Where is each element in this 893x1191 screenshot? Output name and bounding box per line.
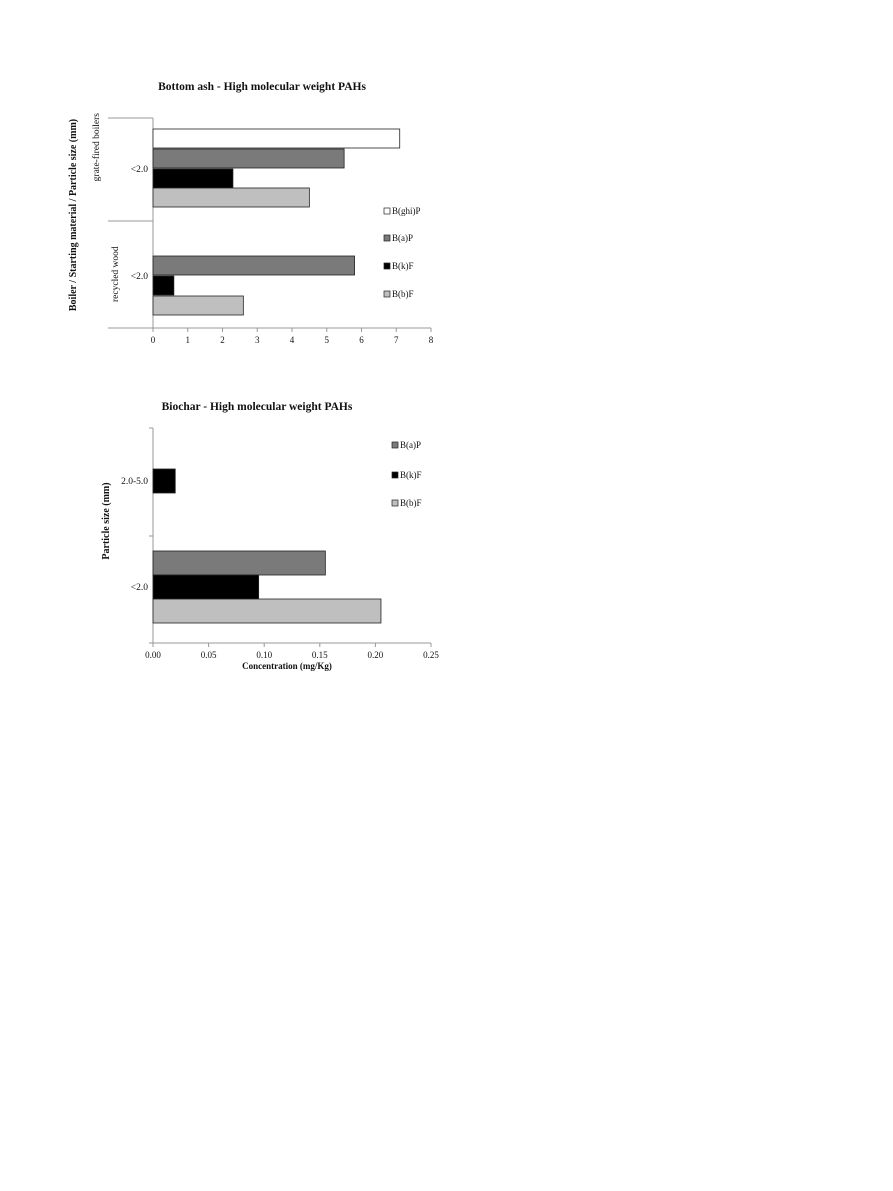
bar-bap: [153, 256, 355, 275]
bar-bbf: [153, 296, 243, 315]
legend-swatch: [392, 500, 398, 506]
x-tick-label: 3: [255, 335, 260, 345]
group-label: recycled wood: [111, 246, 121, 302]
chart-title: Bottom ash - High molecular weight PAHs: [158, 81, 366, 93]
x-tick-label: 1: [185, 335, 190, 345]
category-label: 2.0-5.0: [121, 477, 148, 487]
legend-swatch: [384, 291, 390, 297]
legend-label: B(k)F: [392, 261, 414, 271]
x-tick-label: 0.25: [423, 650, 439, 660]
x-tick-label: 0: [150, 335, 156, 345]
x-tick-label: 0.05: [200, 650, 217, 660]
group-label: grate-fired boilers: [92, 113, 102, 182]
bar-bghip: [153, 129, 400, 148]
x-tick-label: 0.15: [311, 650, 328, 660]
legend-label: B(a)P: [400, 440, 421, 450]
category-label: <2.0: [130, 272, 148, 282]
bar-bkf: [153, 276, 174, 295]
category-label: <2.0: [130, 165, 148, 175]
chart-title: Biochar - High molecular weight PAHs: [161, 401, 353, 413]
y-axis-label: Particle size (mm): [101, 482, 112, 560]
x-tick-label: 6: [359, 335, 364, 345]
x-tick-label: 0.20: [367, 650, 384, 660]
x-tick-label: 0.10: [256, 650, 273, 660]
bar-bkf: [153, 169, 233, 188]
x-tick-label: 4: [289, 335, 295, 345]
legend-label: B(b)F: [392, 289, 414, 299]
legend-swatch: [384, 208, 390, 214]
x-tick-label: 7: [394, 335, 399, 345]
x-tick-label: 0.00: [145, 650, 161, 660]
bar-bkf: [153, 469, 175, 493]
bar-bap: [153, 149, 344, 168]
legend-label: B(ghi)P: [392, 206, 421, 216]
bar-bap: [153, 551, 325, 575]
x-axis-label: Concentration (mg/Kg): [242, 661, 332, 671]
legend-swatch: [384, 235, 390, 241]
legend-swatch: [392, 442, 398, 448]
legend-swatch: [384, 263, 390, 269]
biochar-chart: [101, 401, 439, 671]
x-tick-label: 2: [220, 335, 225, 345]
legend-swatch: [392, 472, 398, 478]
legend-label: B(k)F: [400, 470, 422, 480]
x-tick-label: 5: [324, 335, 329, 345]
legend-label: B(a)P: [392, 233, 413, 243]
category-label: <2.0: [130, 583, 148, 593]
legend-label: B(b)F: [400, 498, 422, 508]
bottom-ash-chart: [68, 81, 434, 345]
bar-bbf: [153, 188, 309, 207]
bar-bkf: [153, 575, 259, 599]
y-axis-label: Boiler / Starting material / Particle size (mm): [68, 118, 79, 312]
x-tick-label: 8: [428, 335, 434, 345]
bar-bbf: [153, 599, 381, 623]
